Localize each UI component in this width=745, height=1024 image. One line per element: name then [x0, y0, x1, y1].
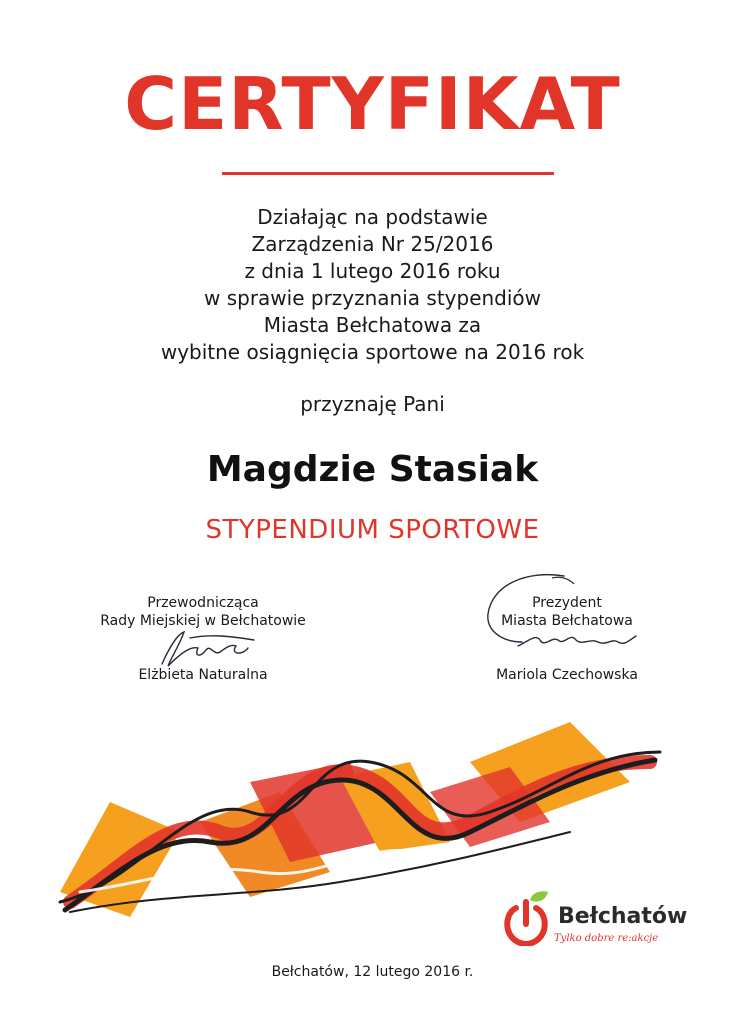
signature-name-left: Elżbieta Naturalna — [138, 667, 268, 683]
title-underline — [222, 172, 554, 175]
signature-role-left: Przewodnicząca — [147, 595, 259, 611]
logo-slogan: Tylko dobre re:akcje — [554, 933, 659, 944]
preamble-line: wybitne osiągnięcia sportowe na 2016 rok — [160, 340, 585, 364]
handwritten-signature-left — [150, 626, 260, 670]
belchatow-logo — [502, 888, 692, 958]
certificate-title: CERTYFIKAT — [124, 62, 621, 146]
address-line: przyznaję Pani — [300, 392, 445, 416]
signature-role-right-2: Miasta Bełchatowa — [501, 613, 633, 629]
handwritten-signature-right — [478, 570, 648, 665]
signature-role-left-2: Rady Miejskiej w Bełchatowie — [100, 613, 306, 629]
recipient-name: Magdzie Stasiak — [206, 449, 539, 490]
award-title: STYPENDIUM SPORTOWE — [205, 515, 540, 545]
preamble-text — [0, 204, 745, 366]
preamble-line: Działając na podstawie — [257, 205, 488, 229]
preamble-line: z dnia 1 lutego 2016 roku — [244, 259, 501, 283]
signature-role-right: Prezydent — [532, 595, 602, 611]
preamble-line: Miasta Bełchatowa za — [263, 313, 482, 337]
signature-block-left — [88, 594, 318, 683]
logo-city-name: Bełchatów — [558, 904, 688, 929]
power-apple-icon — [502, 890, 550, 946]
preamble-line: Zarządzenia Nr 25/2016 — [251, 232, 494, 256]
signature-name-right: Mariola Czechowska — [496, 667, 638, 683]
preamble-line: w sprawie przyznania stypendiów — [203, 286, 542, 310]
place-and-date: Bełchatów, 12 lutego 2016 r. — [271, 964, 474, 980]
